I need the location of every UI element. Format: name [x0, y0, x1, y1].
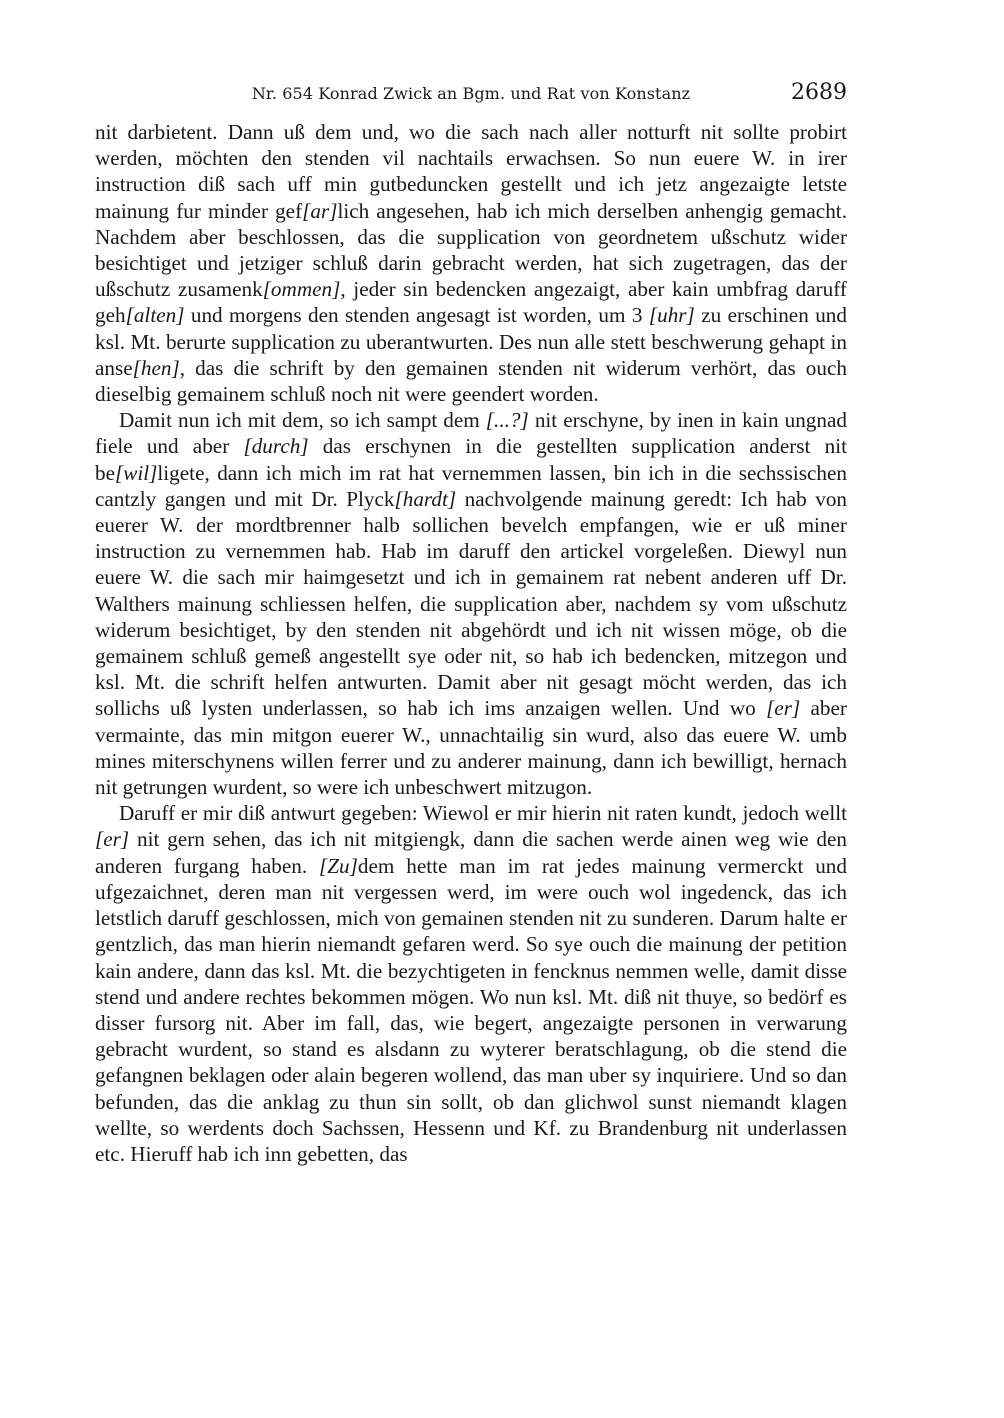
page-number: 2689 — [791, 80, 847, 105]
editorial-insertion: [er] — [95, 827, 130, 852]
text-run: aber vermainte, das min mitgon euerer W., unnachtailig sin wurd, also das euere W. umb mines miterschynens willen ferrer und zu anderer mainung, dann ich bewilligt, hernach nit getrungen wurdent, so were ich unbeschwert mitzugon. — [95, 696, 847, 800]
editorial-insertion: [er] — [766, 696, 801, 721]
editorial-insertion: [ommen] — [262, 277, 341, 302]
text-run: nit darbietent. Dann uß dem und, wo die sach nach aller notturft nit sollte probirt werden, möchten den stenden vil nachtails erwachsen. So nun euere W. in irer instruction diß sach uff min gutbeduncken gestellt und ich jetz angezaigte letste mainung fur minder gef — [95, 120, 847, 223]
text-run: nit gern sehen, das ich nit mitgiengk, dann die sachen werde ainen weg wie den anderen furgang haben. — [95, 827, 847, 878]
text-run: das erschynen in die gestellten supplication anderst nit be — [95, 434, 847, 485]
text-run: nit erschyne, by inen in kain ungnad fiele und aber — [95, 408, 847, 459]
text-run: lich angesehen, hab ich mich derselben anhengig gemacht. Nachdem aber beschlossen, das die supplication von geordnetem ußschutz wider besichtiget und jetziger schluß darin gebracht werden, hat sich zugetragen, das der ußschutz zusamenk — [95, 198, 847, 302]
editorial-insertion: [Zu] — [319, 853, 358, 878]
text-run: nachvolgende mainung geredt: Ich hab von euerer W. der mordtbrenner halb sollichen bevelch empfangen, wie er uß miner instruction zu vernemmen hab. Hab im daruff den artickel vorgeleßen. Diewyl nun euere W. die sach mir haimgesetzt und ich in gemainem rat nebent anderen uff Dr. Walthers mainung schliessen helfen, die supplication aber, nachdem sy vom ußschutz widerum besichtiget, by den stenden nit abgehördt und ich nit wissen möge, ob die gemainem schluß gemeß angestellt sye oder nit, so hab ich bedencken, mitzegon und ksl. Mt. die schrift helfen antwurten. Damit aber nit gesagt möcht werden, das ich sollichs uß lysten underlassen, so hab ich ims anzaigen wellen. Und wo — [95, 486, 848, 721]
paragraph — [95, 119, 847, 407]
editorial-insertion: [wil] — [115, 460, 158, 485]
text-run: , das die schrift by den gemainen stenden nit widerum verhört, das ouch dieselbig gemainem schluß noch nit were geendert worden. — [95, 355, 847, 407]
editorial-insertion: [hen] — [132, 355, 180, 380]
editorial-insertion: [alten] — [125, 303, 185, 328]
editorial-insertion: [durch] — [243, 434, 309, 459]
text-run: , jeder sin bedencken angezaigt, aber kain umbfrag daruff geh — [95, 277, 847, 328]
running-title: Nr. 654 Konrad Zwick an Bgm. und Rat von Konstanz — [251, 84, 691, 103]
text-run: zu erschinen und ksl. Mt. berurte supplication zu uberantwurten. Des nun alle stett beschwerung gehapt in anse — [95, 303, 847, 380]
editorial-insertion: [ar] — [302, 198, 338, 223]
editorial-insertion: [...?] — [485, 408, 529, 433]
text-run: ligete, dann ich mich im rat hat vernemmen lassen, bin ich in die sechssischen cantzly gangen und mit Dr. Plyck — [95, 460, 847, 511]
paragraph — [95, 800, 847, 1167]
text-run: und morgens den stenden angesagt ist worden, um 3 — [184, 303, 649, 328]
body-text — [95, 119, 847, 1167]
editorial-insertion: [uhr] — [648, 303, 695, 328]
paragraph — [95, 407, 847, 800]
running-header — [95, 80, 847, 110]
text-run: Daruff er mir diß antwurt gegeben: Wiewol er mir hierin nit raten kundt, jedoch wellt — [119, 801, 847, 826]
editorial-insertion: [hardt] — [394, 486, 457, 511]
text-run: dem hette man im rat jedes mainung vermerckt und ufgezaichnet, deren man nit vergessen werd, im were ouch wol ingedenck, das ich letstlich daruff geschlossen, mich von gemainen stenden nit zu sunderen. Darum halte er gentzlich, das man hierin niemandt gefaren werd. So sye ouch die mainung der petition kain andere, dann das ksl. Mt. die bezychtigeten in fencknus nemmen welle, damit disse stend und andere rechtes bekommen mögen. Wo nun ksl. Mt. diß nit thuye, so bedörf es disser fursorg nit. Aber im fall, das, wie begert, angezaigte personen in verwarung gebracht wurdent, so stand es alsdann zu wyterer beratschlagung, ob die stend die gefangnen beklagen oder alain begeren wollend, das man uber sy inquiriere. Und so dan befunden, das die anklag zu thun sin sollt, ob dan glichwol sunst niemandt klagen wellte, so werdents doch Sachssen, Hessenn und Kf. zu Brandenburg nit underlassen etc. Hieruff hab ich inn gebetten, das — [95, 853, 847, 1166]
text-run: Damit nun ich mit dem, so ich sampt dem — [119, 408, 486, 433]
